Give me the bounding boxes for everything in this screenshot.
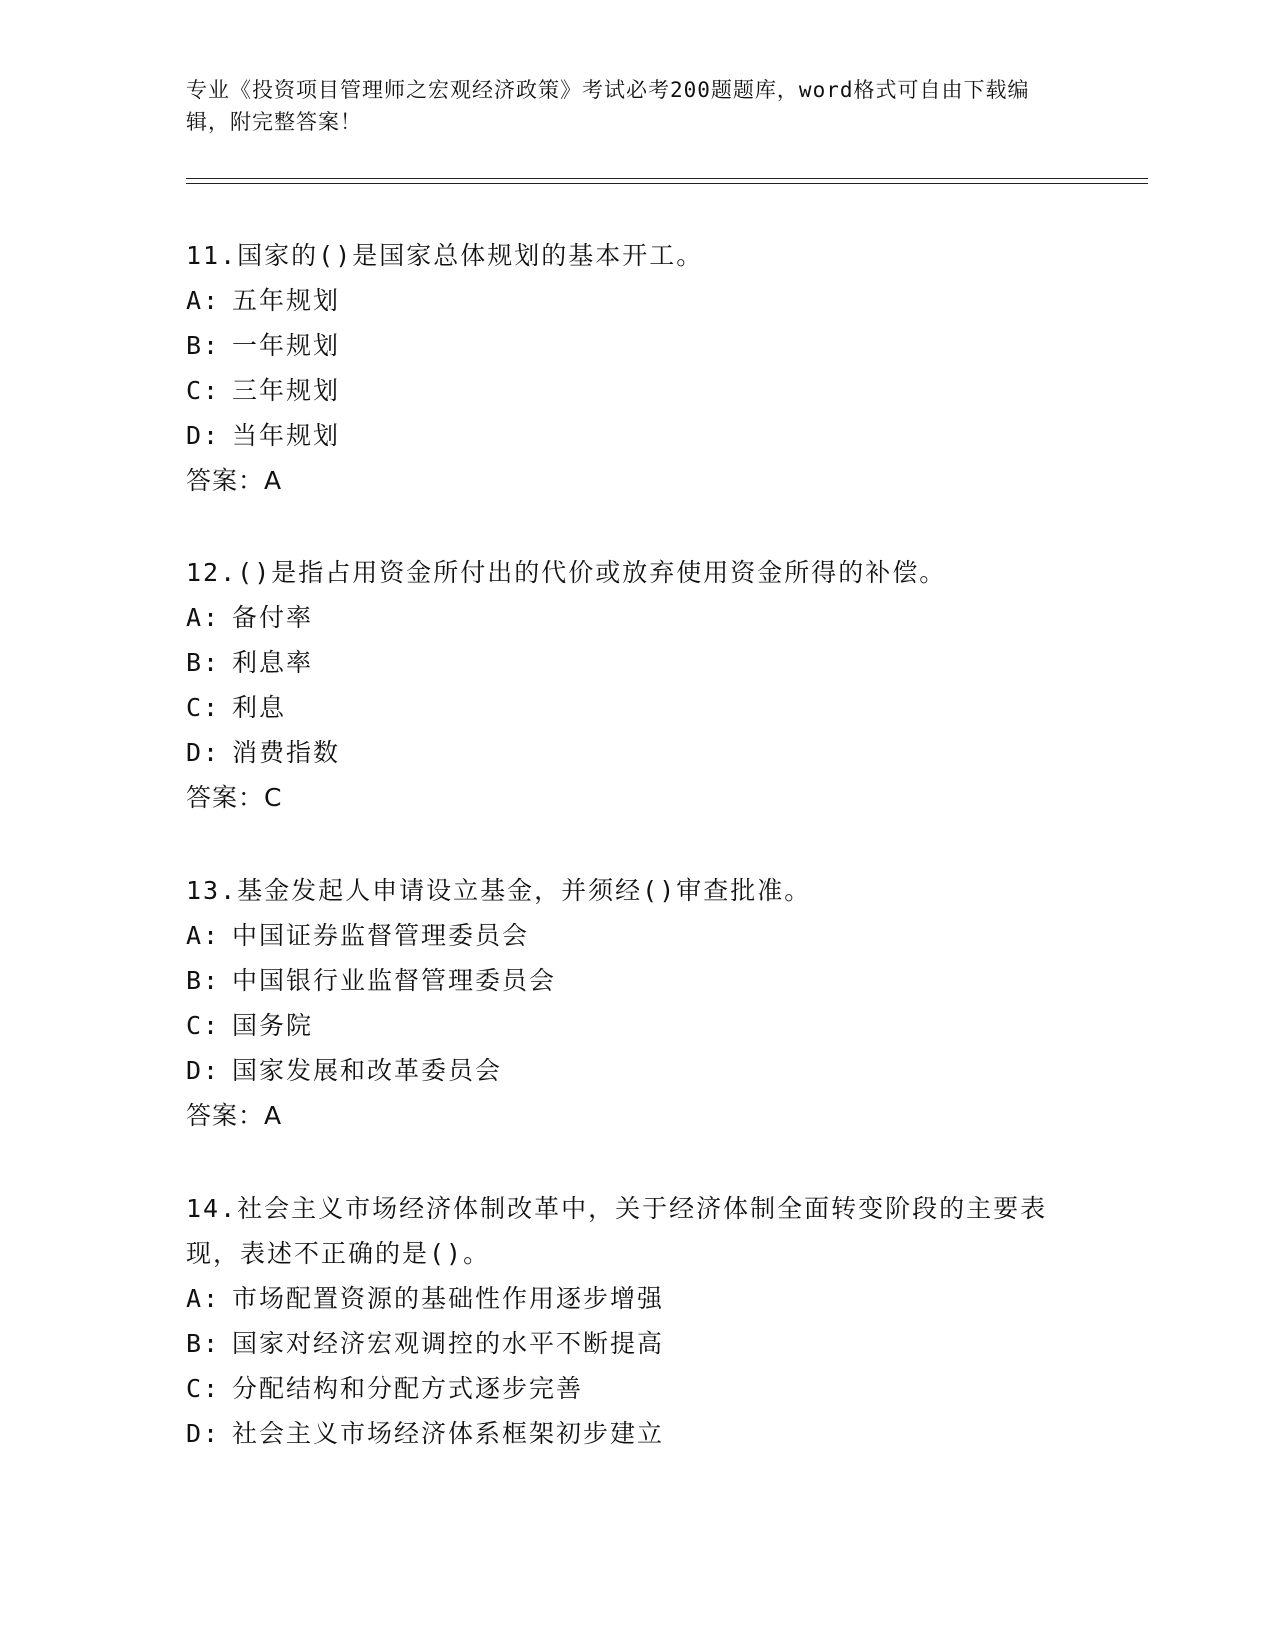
question-12 bbox=[186, 550, 1086, 820]
option-c bbox=[186, 1003, 1086, 1048]
option-a bbox=[186, 1276, 1086, 1321]
option-key: B: bbox=[186, 1329, 221, 1358]
option-text: 国家对经济宏观调控的水平不断提高 bbox=[232, 1329, 665, 1358]
option-b bbox=[186, 958, 1086, 1003]
option-key: C: bbox=[186, 693, 221, 722]
question-stem: 11.国家的()是国家总体规划的基本开工。 bbox=[186, 241, 704, 270]
option-a bbox=[186, 913, 1086, 958]
option-key: C: bbox=[186, 1374, 221, 1403]
option-text: 消费指数 bbox=[232, 738, 341, 767]
option-text: 利息 bbox=[232, 693, 287, 722]
question-14 bbox=[186, 1186, 1086, 1456]
option-text: 国家发展和改革委员会 bbox=[232, 1056, 503, 1085]
option-d bbox=[186, 1411, 1086, 1456]
option-text: 中国银行业监督管理委员会 bbox=[232, 966, 557, 995]
option-key: C: bbox=[186, 1011, 221, 1040]
option-c bbox=[186, 1366, 1086, 1411]
document-header: 专业《投资项目管理师之宏观经济政策》考试必考200题题库，word格式可自由下载编辑，附完整答案！ bbox=[186, 78, 1030, 134]
option-key: D: bbox=[186, 1419, 221, 1448]
option-text: 一年规划 bbox=[232, 331, 341, 360]
question-13 bbox=[186, 868, 1086, 1138]
option-key: D: bbox=[186, 738, 221, 767]
option-key: B: bbox=[186, 648, 221, 677]
question-stem: 14.社会主义市场经济体制改革中，关于经济体制全面转变阶段的主要表现，表述不正确的是()。 bbox=[186, 1194, 1048, 1268]
option-b bbox=[186, 640, 1086, 685]
option-c bbox=[186, 368, 1086, 413]
header-divider-top bbox=[186, 178, 1148, 179]
header-divider-bottom bbox=[186, 183, 1148, 184]
option-key: A: bbox=[186, 1284, 221, 1313]
option-a bbox=[186, 278, 1086, 323]
option-a bbox=[186, 595, 1086, 640]
option-text: 备付率 bbox=[232, 603, 314, 632]
option-text: 三年规划 bbox=[232, 376, 341, 405]
option-key: A: bbox=[186, 603, 221, 632]
option-key: B: bbox=[186, 966, 221, 995]
option-key: C: bbox=[186, 376, 221, 405]
answer: 答案：A bbox=[186, 466, 283, 495]
option-c bbox=[186, 685, 1086, 730]
option-text: 中国证券监督管理委员会 bbox=[232, 921, 530, 950]
option-text: 五年规划 bbox=[232, 286, 341, 315]
option-d bbox=[186, 730, 1086, 775]
answer: 答案：A bbox=[186, 1101, 283, 1130]
option-key: A: bbox=[186, 921, 221, 950]
option-b bbox=[186, 323, 1086, 368]
question-11 bbox=[186, 233, 1086, 503]
option-b bbox=[186, 1321, 1086, 1366]
option-text: 社会主义市场经济体系框架初步建立 bbox=[232, 1419, 665, 1448]
option-text: 当年规划 bbox=[232, 421, 341, 450]
option-d bbox=[186, 1048, 1086, 1093]
option-text: 市场配置资源的基础性作用逐步增强 bbox=[232, 1284, 665, 1313]
question-stem: 12.()是指占用资金所付出的代价或放弃使用资金所得的补偿。 bbox=[186, 558, 947, 587]
option-text: 分配结构和分配方式逐步完善 bbox=[232, 1374, 584, 1403]
option-d bbox=[186, 413, 1086, 458]
option-key: A: bbox=[186, 286, 221, 315]
option-text: 国务院 bbox=[232, 1011, 314, 1040]
question-stem: 13.基金发起人申请设立基金，并须经()审查批准。 bbox=[186, 876, 812, 905]
option-key: D: bbox=[186, 421, 221, 450]
option-key: B: bbox=[186, 331, 221, 360]
option-text: 利息率 bbox=[232, 648, 314, 677]
answer: 答案：C bbox=[186, 783, 283, 812]
option-key: D: bbox=[186, 1056, 221, 1085]
